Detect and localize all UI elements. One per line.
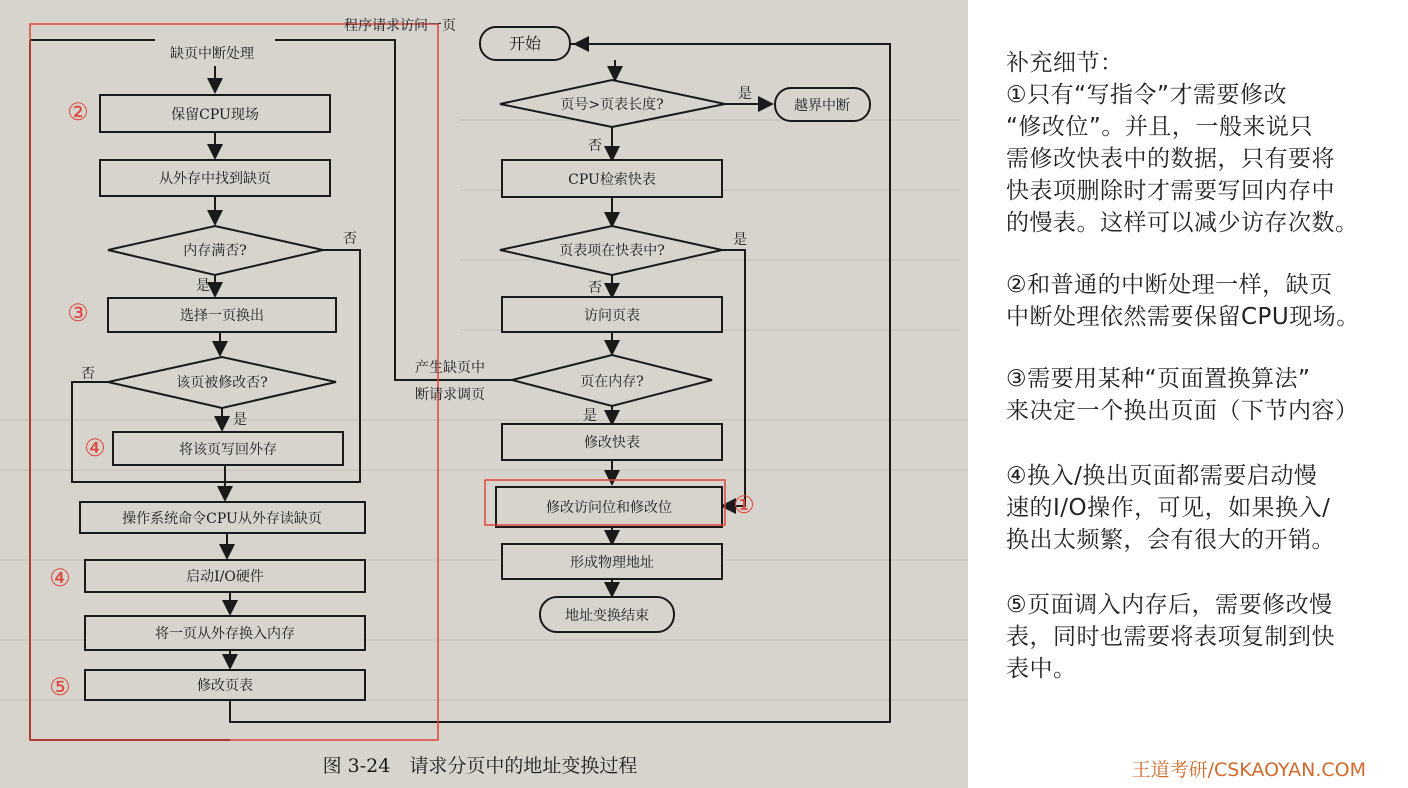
notes-title: 补充细节： — [1006, 50, 1124, 76]
yes-label-4: 是 — [196, 278, 210, 294]
start-io-text: 启动I/O硬件 — [186, 569, 264, 585]
note-item-1: ①只有“写指令”才需要修改 “修改位”。并且，一般来说只 需修改快表中的数据，只有要将 快表项删除时才需要写回内存中 的慢表。这样可以减少访存次数。 — [1006, 82, 1359, 236]
write-back-text: 将该页写回外存 — [179, 442, 277, 458]
find-page-text: 从外存中找到缺页 — [159, 171, 271, 187]
yes-label-1: 是 — [738, 86, 752, 102]
note-item-3: ③需要用某种“页面置换算法” 来决定一个换出页面（下节内容） — [1006, 366, 1359, 424]
in-memory-text: 页在内存? — [580, 374, 644, 390]
save-cpu-text: 保留CPU现场 — [171, 107, 259, 123]
page-length-text: 页号>页表长度? — [560, 97, 664, 113]
request-label: 程序请求访问一页 — [344, 18, 456, 34]
os-read-text: 操作系统命令CPU从外存读缺页 — [122, 511, 322, 527]
form-address-text: 形成物理地址 — [570, 555, 654, 571]
watermark-logo: 王道考研/CSKAOYAN.COM — [1131, 759, 1366, 781]
out-of-bounds-text: 越界中断 — [794, 98, 850, 114]
no-label-2: 否 — [588, 280, 602, 296]
marker-1: ① — [733, 491, 755, 519]
notes-panel — [968, 0, 1408, 788]
yes-label-2: 是 — [733, 232, 747, 248]
modified-text: 该页被修改否? — [176, 375, 268, 391]
page-fault-request-2: 断请求调页 — [415, 387, 485, 403]
start-text: 开始 — [508, 34, 542, 53]
yes-label-5: 是 — [233, 412, 247, 428]
modify-bits-text: 修改访问位和修改位 — [546, 500, 672, 516]
in-tlb-text: 页表项在快表中? — [559, 243, 665, 259]
modify-page-table-text: 修改页表 — [197, 678, 253, 694]
figure-caption: 图 3-24 请求分页中的地址变换过程 — [322, 755, 638, 777]
marker-3: ③ — [67, 299, 89, 327]
note-item-2: ②和普通的中断处理一样，缺页 中断处理依然需要保留CPU现场。 — [1006, 272, 1360, 330]
no-label-1: 否 — [588, 138, 602, 154]
end-text: 地址变换结束 — [565, 608, 649, 624]
cpu-search-tlb-text: CPU检索快表 — [568, 172, 656, 188]
marker-2: ② — [67, 98, 89, 126]
no-label-5: 否 — [81, 366, 95, 382]
modify-tlb-text: 修改快表 — [584, 435, 640, 451]
marker-5: ⑤ — [49, 673, 71, 701]
note-item-4: ④换入/换出页面都需要启动慢 速的I/O操作，可见，如果换入/ 换出太频繁，会有很大的开销。 — [1006, 463, 1335, 553]
yes-label-3: 是 — [583, 408, 597, 424]
page-fault-title: 缺页中断处理 — [170, 46, 254, 62]
marker-4a: ④ — [84, 434, 106, 462]
select-page-text: 选择一页换出 — [180, 308, 264, 324]
page-fault-request-1: 产生缺页中 — [415, 360, 485, 376]
no-label-4: 否 — [343, 231, 357, 247]
swap-in-text: 将一页从外存换入内存 — [155, 626, 295, 642]
access-page-table-text: 访问页表 — [584, 308, 640, 324]
marker-4b: ④ — [49, 564, 71, 592]
note-item-5: ⑤页面调入内存后，需要修改慢 表，同时也需要将表项复制到快 表中。 — [1006, 592, 1335, 682]
memory-full-text: 内存满否? — [183, 243, 247, 259]
